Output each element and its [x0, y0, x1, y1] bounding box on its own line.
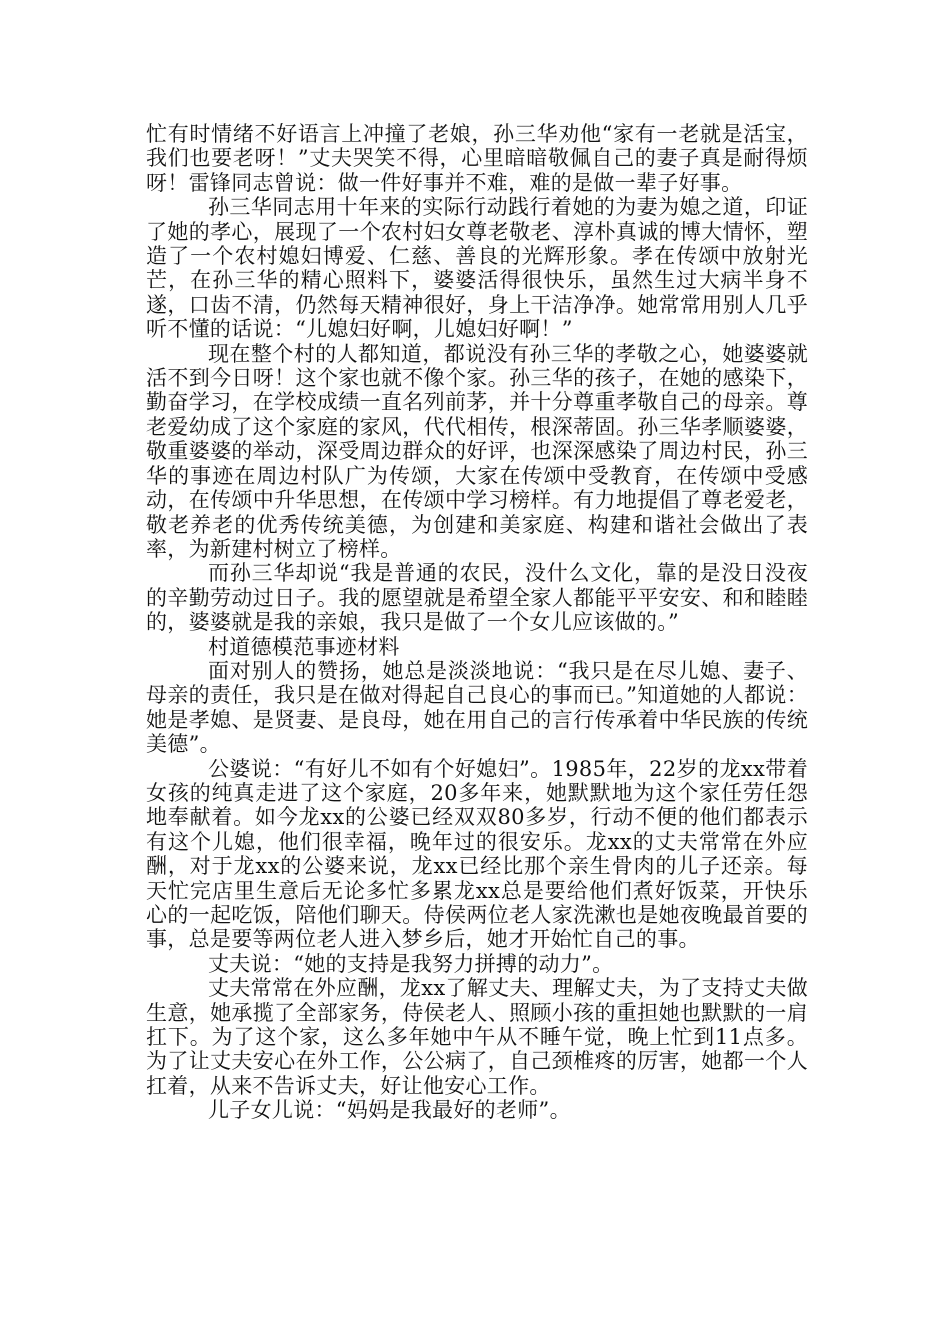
section-heading: 村道德模范事迹材料	[208, 634, 400, 659]
paragraph-8: 丈夫常常在外应酬，龙xx了解丈夫、理解丈夫，为了支持丈夫做生意，她承揽了全部家务，侍侯老人、照顾小孩的重担她也默默的一肩扛下。为了这个家，这么多年她中午从不睡午觉，晚上忙到11点多。为了让丈夫安心在外工作，公公病了，自己颈椎疼的厉害，她都一个人扛着，从来不告诉丈夫，好让他安心工作。	[146, 976, 808, 1098]
paragraph-5: 面对别人的赞扬，她总是淡淡地说：“我只是在尽儿媳、妻子、母亲的责任，我只是在做对得起自己良心的事而已。”知道她的人都说：她是孝媳、是贤妻、是良母，她在用自己的言行传承着中华民族的传统美德”。	[146, 658, 808, 757]
paragraph-6: 公婆说：“有好儿不如有个好媳妇”。1985年，22岁的龙xx带着女孩的纯真走进了这个家庭，20多年来，她默默地为这个家任劳任怨地奉献着。如今龙xx的公婆已经双双80多岁，行动不便的他们都表示有这个儿媳，他们很幸福，晚年过的很安乐。龙xx的丈夫常常在外应酬，对于龙xx的公婆来说，龙xx已经比那个亲生骨肉的儿子还亲。每天忙完店里生意后无论多忙多累龙xx总是要给他们煮好饭菜，开快乐心的一起吃饭，陪他们聊天。侍侯两位老人家洗漱也是她夜晚最首要的事，总是要等两位老人进入梦乡后，她才开始忙自己的事。	[146, 756, 808, 952]
paragraph-4: 而孙三华却说“我是普通的农民，没什么文化，靠的是没日没夜的辛勤劳动过日子。我的愿望就是希望全家人都能平平安安、和和睦睦的，婆婆就是我的亲娘，我只是做了一个女儿应该做的。”	[146, 561, 808, 635]
paragraph-7: 丈夫说：“她的支持是我努力拼搏的动力”。	[208, 951, 614, 976]
paragraph-2: 孙三华同志用十年来的实际行动践行着她的为妻为媳之道，印证了她的孝心，展现了一个农村妇女尊老敬老、淳朴真诚的博大情怀，塑造了一个农村媳妇博爱、仁慈、善良的光辉形象。孝在传颂中放射光芒，在孙三华的精心照料下，婆婆活得很快乐，虽然生过大病半身不遂，口齿不清，仍然每天精神很好，身上干洁净净。她常常用别人几乎听不懂的话说：“儿媳妇好啊，儿媳妇好啊！”	[146, 195, 808, 342]
paragraph-9: 儿子女儿说：“妈妈是我最好的老师”。	[208, 1098, 571, 1123]
document-body	[146, 122, 808, 1123]
paragraph-1: 忙有时情绪不好语言上冲撞了老娘，孙三华劝他“家有一老就是活宝，我们也要老呀！”丈夫哭笑不得，心里暗暗敬佩自己的妻子真是耐得烦呀！雷锋同志曾说：做一件好事并不难，难的是做一辈子好事。	[146, 122, 808, 195]
paragraph-3: 现在整个村的人都知道，都说没有孙三华的孝敬之心，她婆婆就活不到今日呀！这个家也就不像个家。孙三华的孩子，在她的感染下，勤奋学习，在学校成绩一直名列前茅，并十分尊重孝敬自己的母亲。尊老爱幼成了这个家庭的家风，代代相传，根深蒂固。孙三华孝顺婆婆，敬重婆婆的举动，深受周边群众的好评，也深深感染了周边村民，孙三华的事迹在周边村队广为传颂，大家在传颂中受教育，在传颂中受感动，在传颂中升华思想，在传颂中学习榜样。有力地提倡了尊老爱老，敬老养老的优秀传统美德，为创建和美家庭、构建和谐社会做出了表率，为新建村树立了榜样。	[146, 341, 808, 561]
